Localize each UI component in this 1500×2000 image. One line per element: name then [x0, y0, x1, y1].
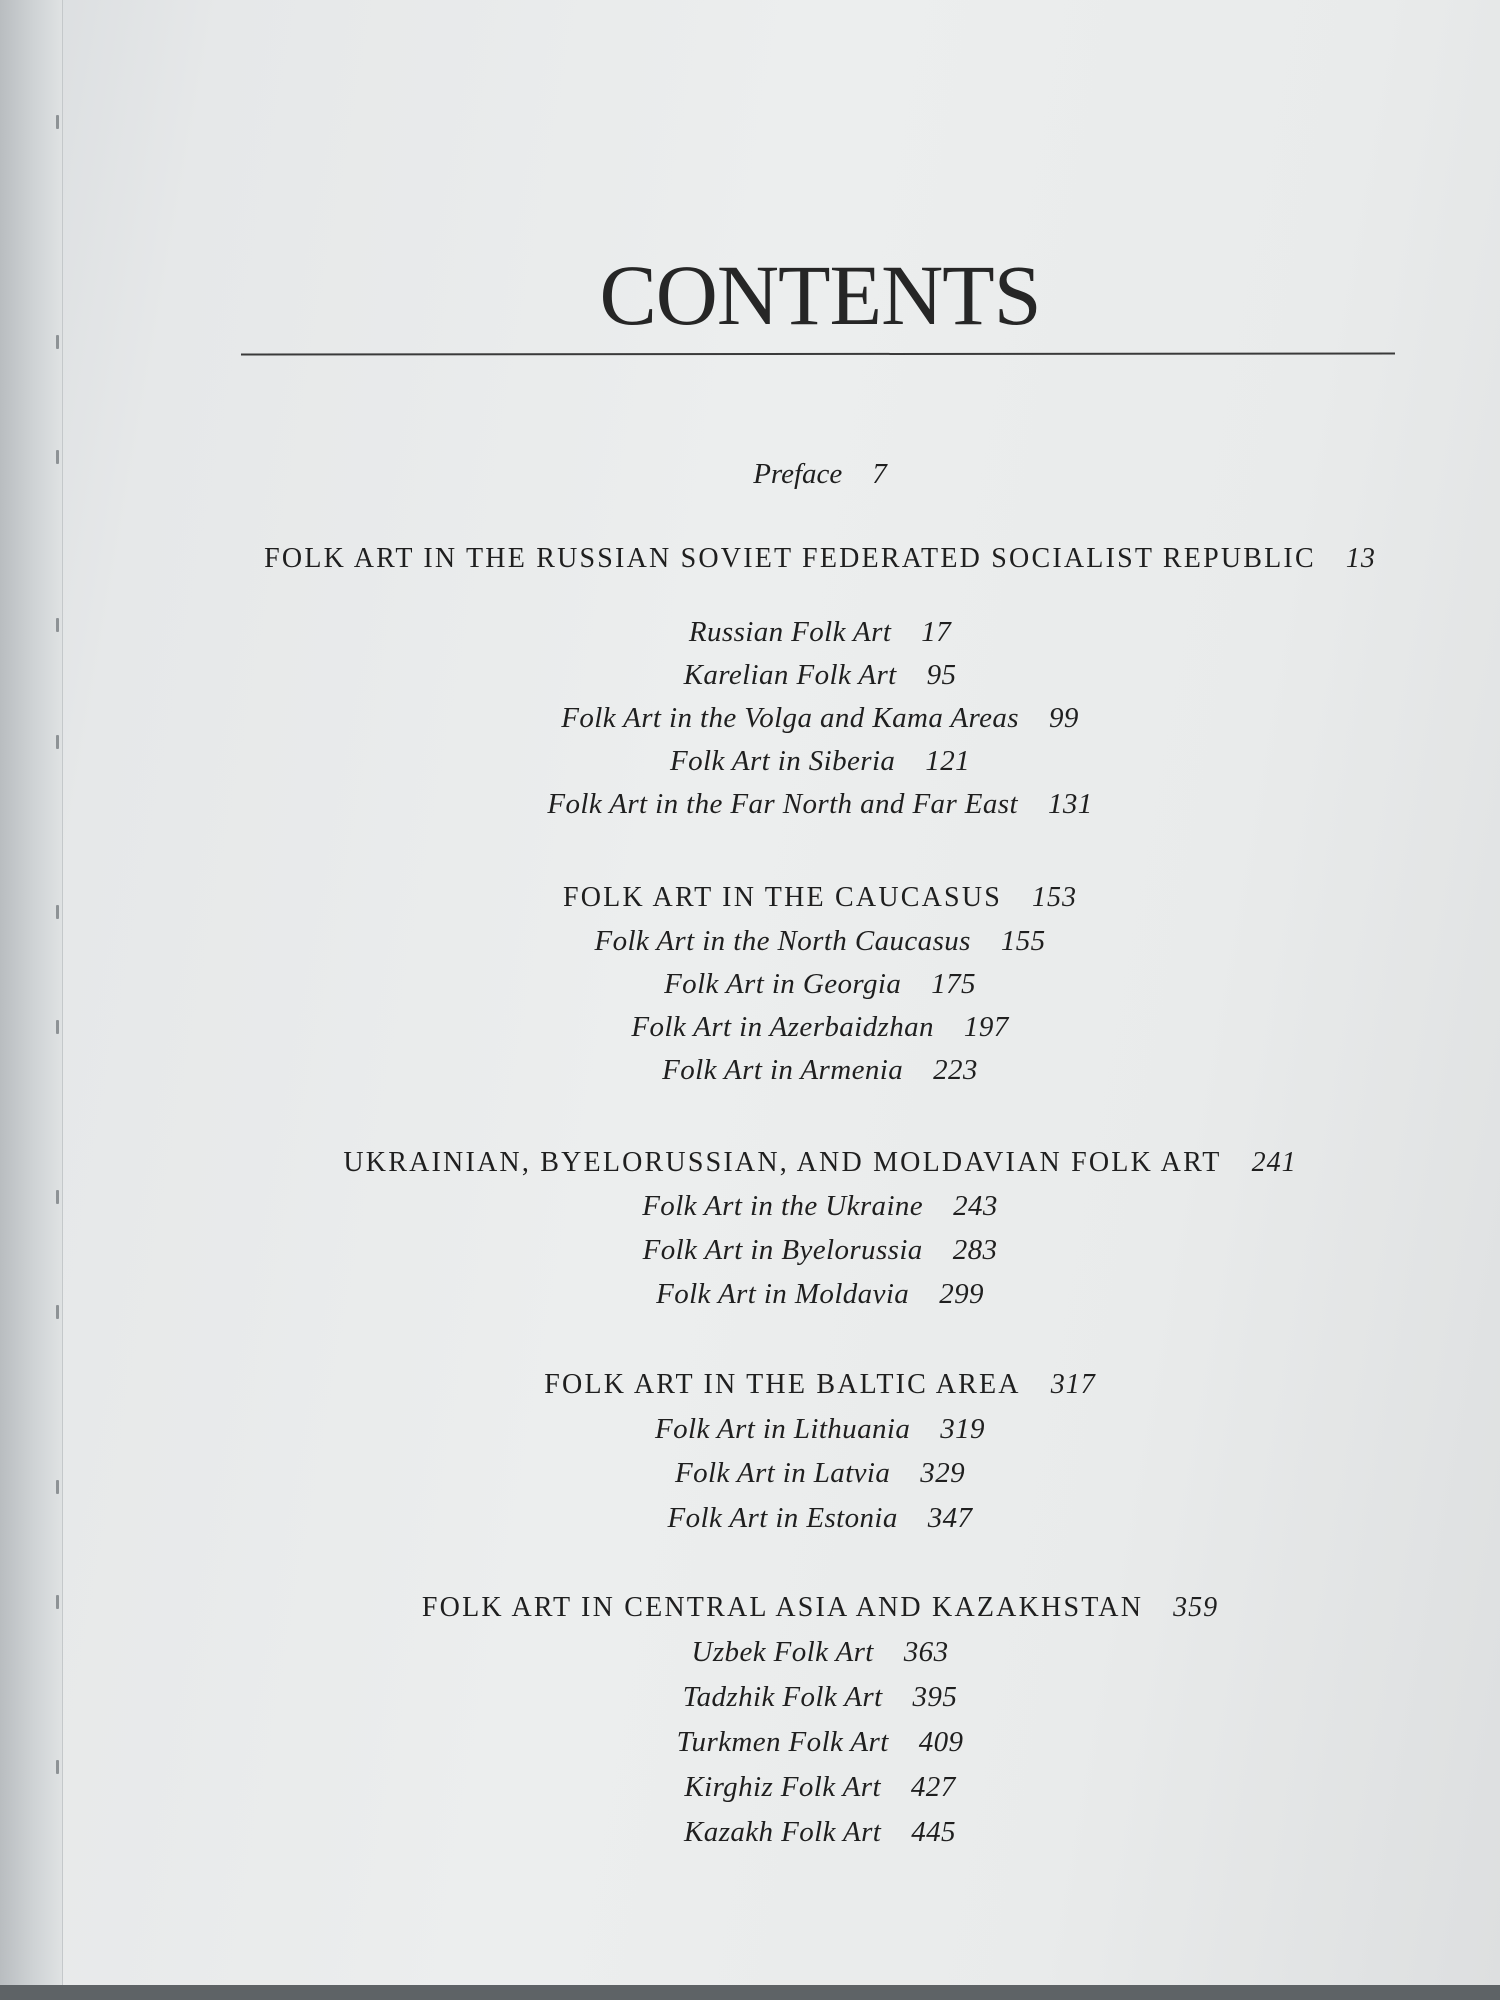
chapter-page: 319 — [940, 1413, 985, 1445]
chapter-page: 329 — [920, 1457, 965, 1489]
chapter-title: Russian Folk Art — [688, 616, 892, 648]
part-title: FOLK ART IN THE RUSSIAN SOVIET FEDERATED SOCIALIST REPUBLIC — [264, 543, 1316, 574]
chapter-page: 99 — [1048, 702, 1079, 734]
chapter-title: Folk Art in Lithuania — [655, 1413, 911, 1445]
chapter-page: 363 — [903, 1636, 949, 1668]
part-heading[interactable] — [0, 1369, 1500, 1401]
chapter-page: 395 — [912, 1681, 958, 1713]
chapter-title: Folk Art in Moldavia — [656, 1278, 910, 1310]
chapter-page: 243 — [953, 1190, 998, 1222]
chapter-entry[interactable] — [0, 616, 1500, 649]
chapter-entry[interactable] — [0, 788, 1500, 821]
chapter-title: Folk Art in the North Caucasus — [594, 925, 971, 957]
part-heading[interactable] — [0, 543, 1500, 575]
chapter-title: Kirghiz Folk Art — [684, 1771, 881, 1803]
chapter-title: Folk Art in Siberia — [669, 745, 896, 777]
chapter-entry[interactable] — [0, 1190, 1500, 1223]
chapter-entry[interactable] — [0, 968, 1500, 1001]
chapter-title: Uzbek Folk Art — [691, 1636, 874, 1668]
chapter-title: Kazakh Folk Art — [684, 1816, 882, 1848]
title-rule — [241, 352, 1395, 355]
chapter-entry[interactable] — [0, 925, 1500, 958]
part-title: FOLK ART IN CENTRAL ASIA AND KAZAKHSTAN — [421, 1592, 1144, 1623]
chapter-title: Folk Art in the Volga and Kama Areas — [561, 702, 1019, 734]
chapter-page: 131 — [1047, 788, 1093, 820]
chapter-title: Folk Art in Estonia — [667, 1502, 898, 1534]
chapter-entry[interactable] — [0, 1726, 1500, 1759]
chapter-title: Tadzhik Folk Art — [682, 1681, 883, 1713]
chapter-title: Folk Art in Latvia — [674, 1457, 891, 1489]
chapter-page: 299 — [939, 1278, 984, 1310]
chapter-entry[interactable] — [0, 1278, 1500, 1311]
chapter-page: 155 — [1000, 925, 1046, 957]
part-page: 317 — [1050, 1369, 1096, 1400]
part-page: 359 — [1173, 1592, 1219, 1623]
chapter-title: Folk Art in the Far North and Far East — [547, 788, 1018, 820]
chapter-page: 283 — [952, 1234, 998, 1266]
chapter-entry[interactable] — [0, 702, 1500, 735]
chapter-title: Folk Art in Byelorussia — [642, 1234, 923, 1266]
chapter-entry[interactable] — [0, 745, 1500, 778]
chapter-entry[interactable] — [0, 1011, 1500, 1044]
chapter-page: 445 — [911, 1816, 956, 1848]
chapter-page: 223 — [933, 1054, 978, 1086]
part-title: FOLK ART IN THE CAUCASUS — [562, 882, 1003, 913]
part-title: UKRAINIAN, BYELORUSSIAN, AND MOLDAVIAN FOLK ART — [343, 1147, 1222, 1178]
chapter-page: 427 — [910, 1771, 956, 1803]
chapter-entry[interactable] — [0, 659, 1500, 692]
part-heading[interactable] — [0, 1147, 1500, 1179]
chapter-entry[interactable] — [0, 1457, 1500, 1490]
part-heading[interactable] — [0, 882, 1500, 914]
page-title: CONTENTS — [599, 247, 1041, 343]
chapter-page: 95 — [926, 659, 957, 691]
chapter-page: 409 — [918, 1726, 964, 1758]
chapter-page: 121 — [925, 745, 971, 777]
part-title: FOLK ART IN THE BALTIC AREA — [544, 1369, 1021, 1400]
chapter-page: 197 — [963, 1011, 1009, 1043]
chapter-page: 17 — [921, 616, 952, 648]
chapter-entry[interactable] — [0, 1054, 1500, 1087]
chapter-title: Folk Art in Georgia — [664, 968, 902, 1000]
chapter-title: Folk Art in the Ukraine — [642, 1190, 924, 1222]
chapter-title: Turkmen Folk Art — [676, 1726, 889, 1758]
chapter-entry[interactable] — [0, 1234, 1500, 1267]
preface-label: Preface — [753, 458, 843, 490]
chapter-title: Folk Art in Azerbaidzhan — [631, 1011, 934, 1043]
chapter-entry[interactable] — [0, 1502, 1500, 1535]
chapter-page: 347 — [927, 1502, 973, 1534]
chapter-title: Folk Art in Armenia — [662, 1054, 904, 1086]
chapter-entry[interactable] — [0, 1413, 1500, 1446]
part-page: 153 — [1032, 882, 1078, 913]
chapter-entry[interactable] — [0, 1771, 1500, 1804]
chapter-page: 175 — [931, 968, 976, 1000]
preface-page: 7 — [872, 458, 887, 490]
part-heading[interactable] — [0, 1592, 1500, 1624]
chapter-entry[interactable] — [0, 1636, 1500, 1669]
part-page: 241 — [1251, 1147, 1297, 1178]
part-page: 13 — [1345, 543, 1376, 574]
chapter-entry[interactable] — [0, 1681, 1500, 1714]
chapter-title: Karelian Folk Art — [683, 659, 897, 691]
binding-stitch — [56, 115, 59, 129]
chapter-entry[interactable] — [0, 1816, 1500, 1849]
preface-entry[interactable] — [0, 458, 1500, 491]
